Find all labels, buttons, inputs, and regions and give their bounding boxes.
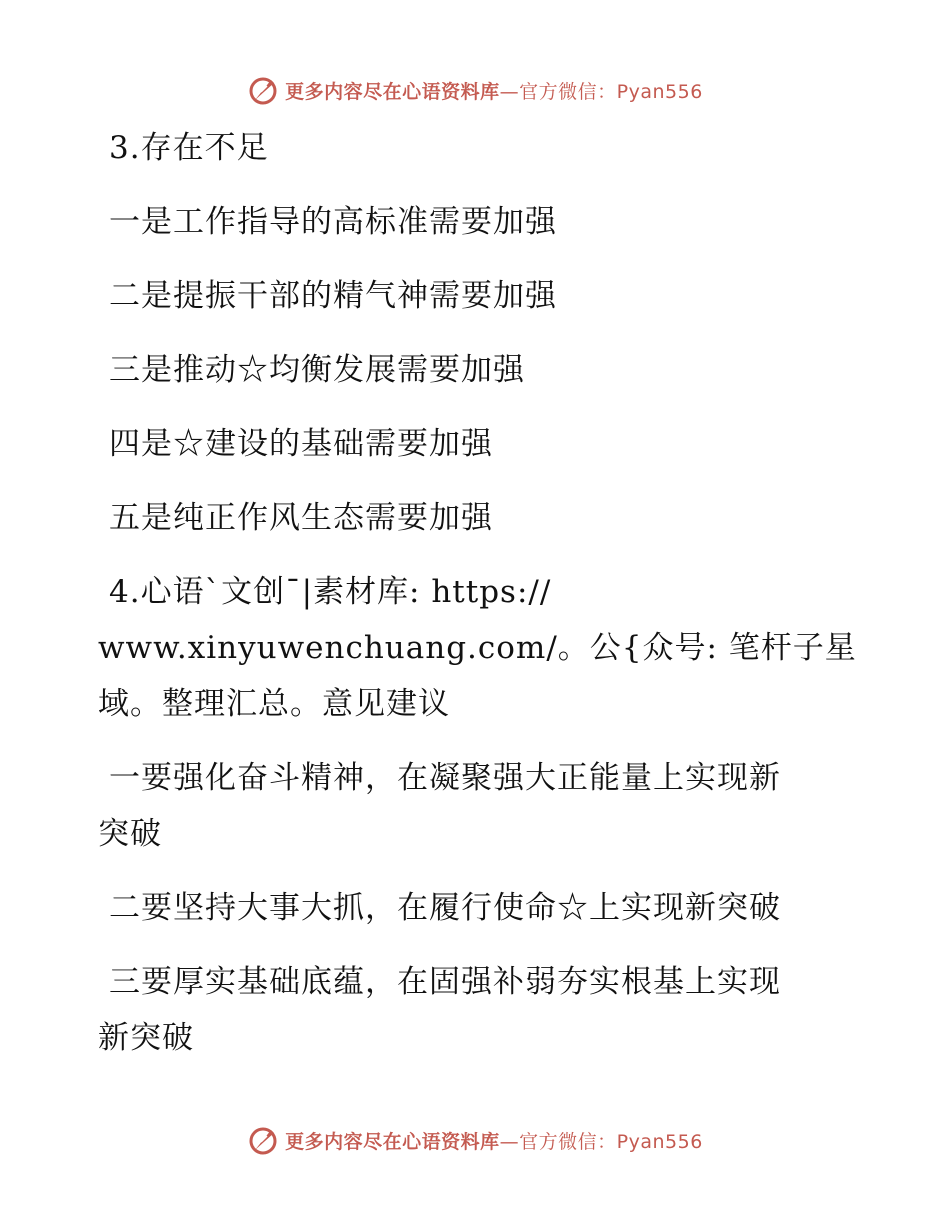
text-line: 一是工作指导的高标准需要加强 [109,204,557,240]
feather-logo-icon [247,74,279,106]
banner-wechat-text: 官方微信：Pyan556 [519,1130,703,1153]
paragraph-1 [98,194,838,250]
paragraph-7 [98,750,838,862]
banner-wechat-text: 官方微信：Pyan556 [519,80,703,103]
text-line: 一要强化奋斗精神，在凝聚强大正能量上实现新 [109,760,781,796]
text-line: 四是☆建设的基础需要加强 [109,426,493,462]
paragraph-4 [98,416,838,472]
banner-dash: — [499,80,520,103]
banner-text [285,1127,703,1154]
text-line: 三要厚实基础底蕴，在固强补弱夯实根基上实现 [109,964,781,1000]
text-line: 二是提振干部的精气神需要加强 [109,278,557,314]
paragraph-0 [98,120,838,176]
text-line: 五是纯正作风生态需要加强 [109,500,493,536]
paragraph-3 [98,342,838,398]
paragraph-6 [98,564,857,732]
paragraph-9 [98,954,838,1066]
feather-logo-icon [247,1124,279,1156]
banner-dash: — [499,1130,520,1153]
paragraph-8 [98,880,838,936]
text-line: 域。整理汇总。意见建议 [98,686,450,722]
paragraph-2 [98,268,838,324]
footer-banner [0,1120,950,1160]
banner-text [285,77,703,104]
header-banner [0,70,950,110]
document-body [98,120,857,1084]
paragraph-5 [98,490,838,546]
text-line: www.xinyuwenchuang.com/。公{众号: 笔杆子星 [98,630,857,666]
banner-main-text: 更多内容尽在心语资料库 [285,80,500,103]
text-line: 3.存在不足 [109,130,269,166]
text-line: 三是推动☆均衡发展需要加强 [109,352,525,388]
banner-main-text: 更多内容尽在心语资料库 [285,1130,500,1153]
text-line: 突破 [98,816,162,852]
text-line: 二要坚持大事大抓，在履行使命☆上实现新突破 [109,890,781,926]
text-line: 新突破 [98,1020,194,1056]
text-line: 4.心语`文创¯|素材库: https:// [109,574,552,610]
